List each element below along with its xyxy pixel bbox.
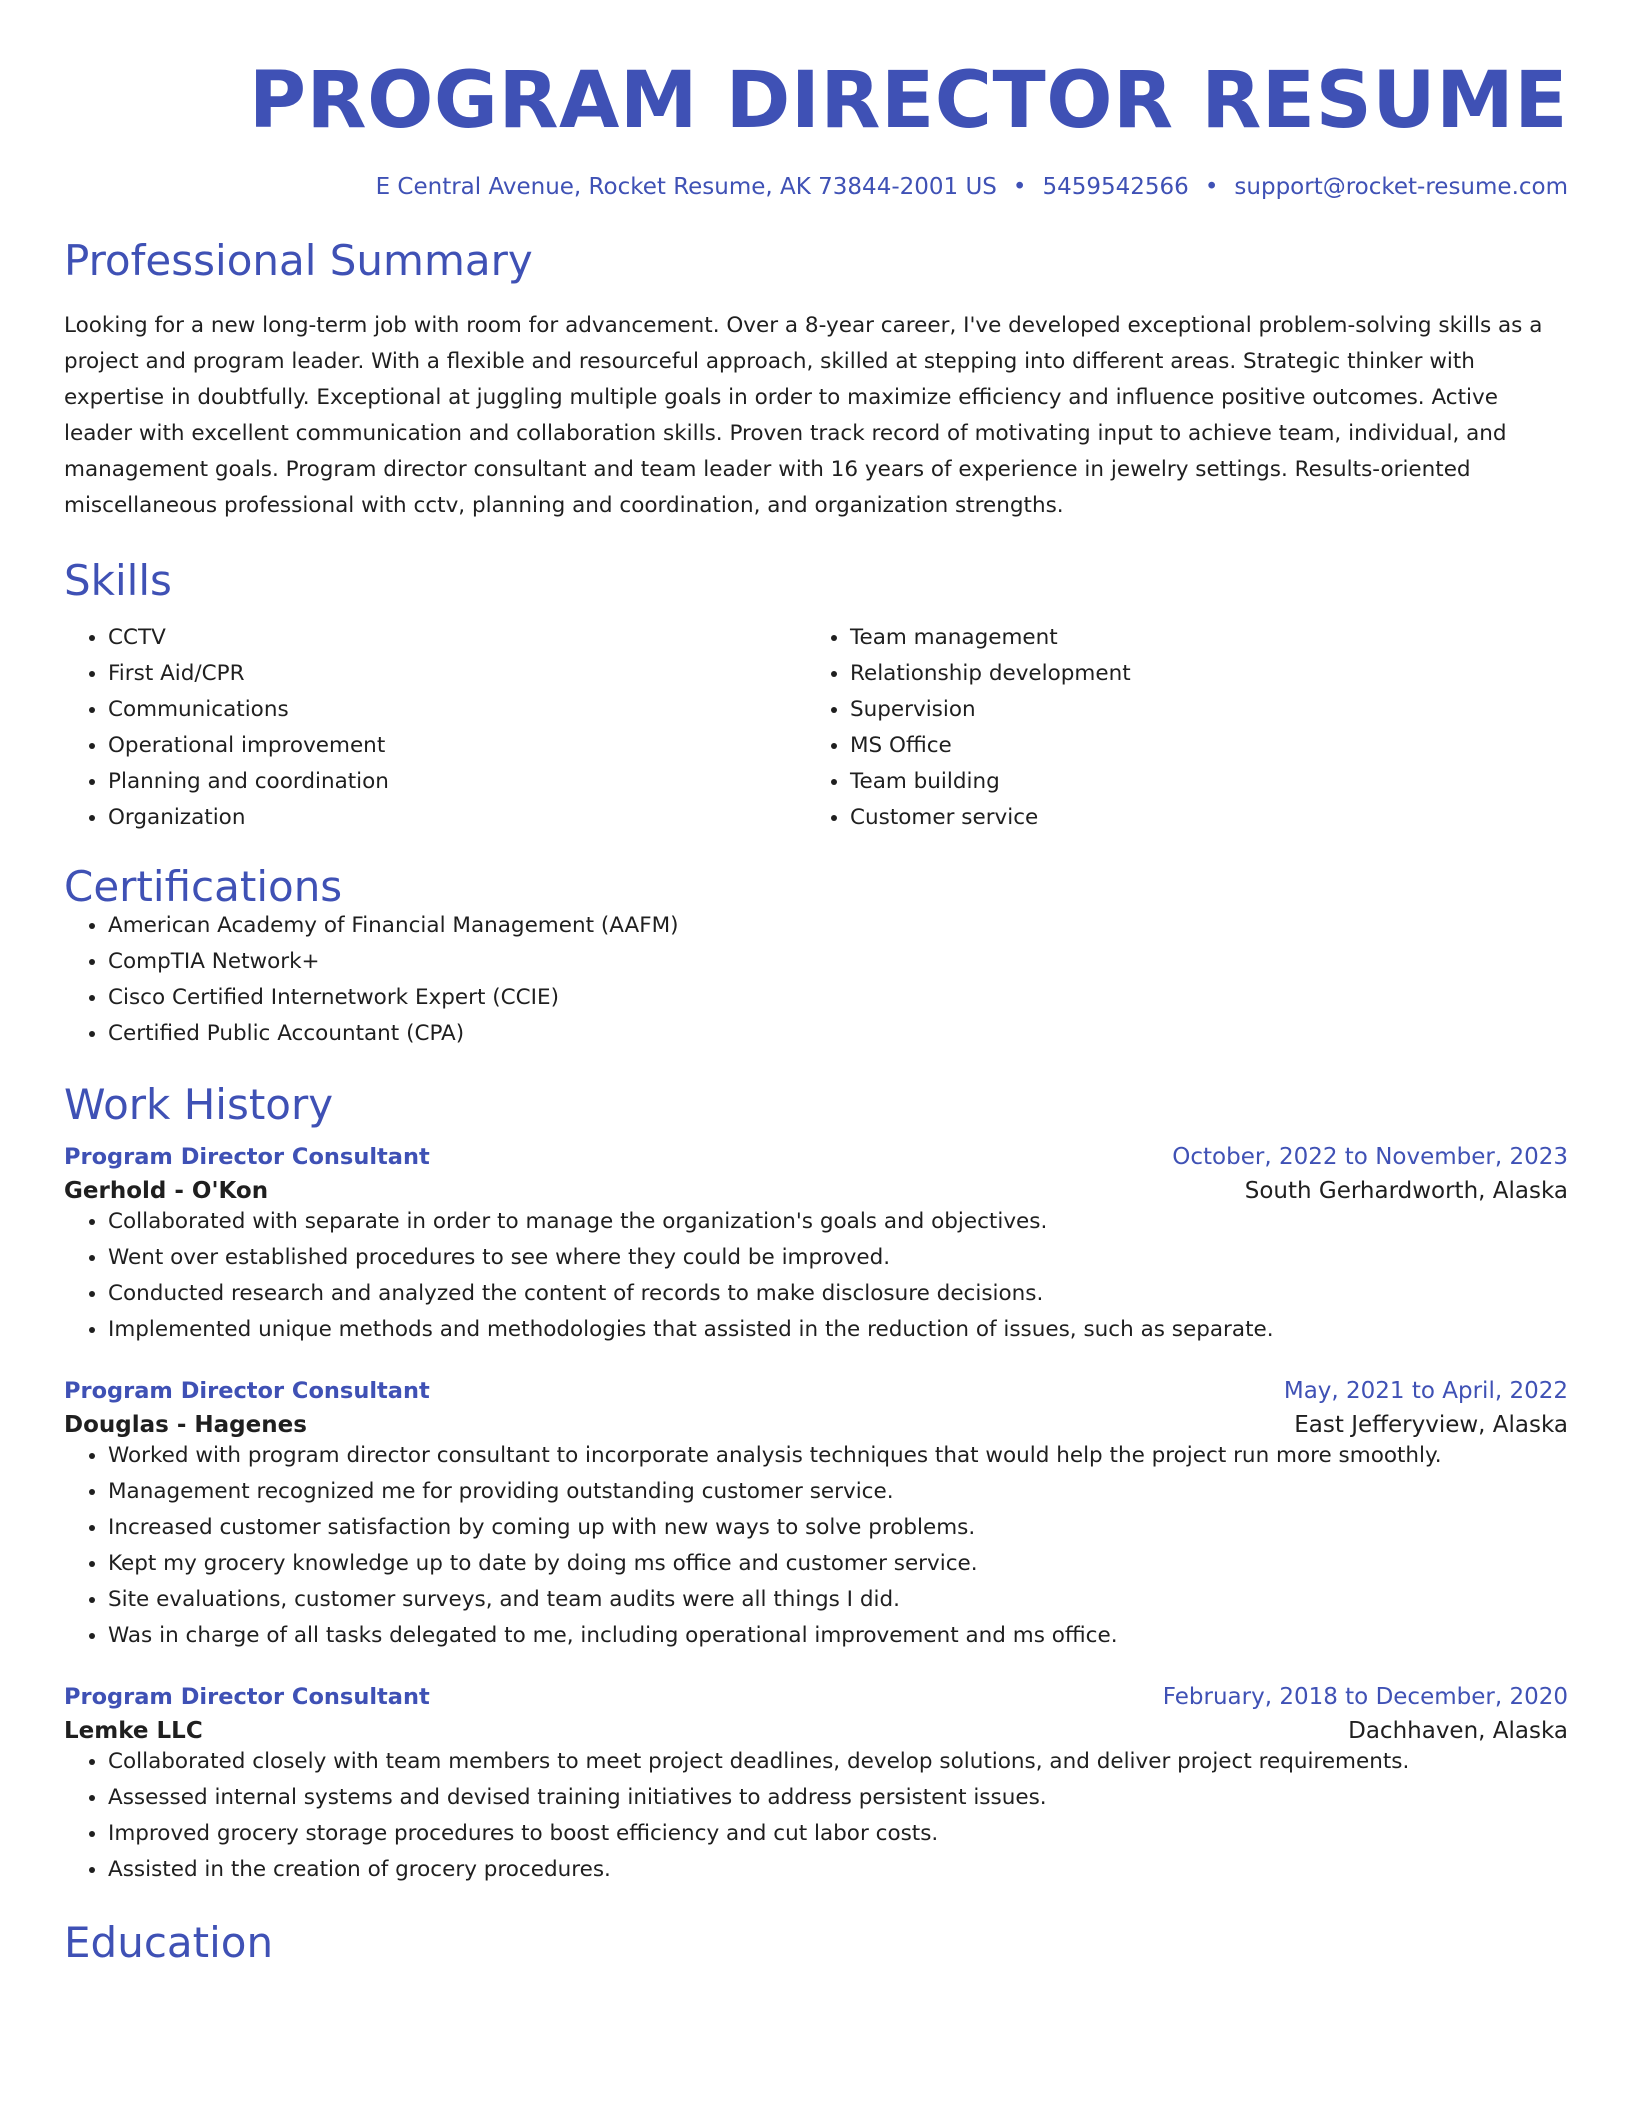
job-location: South Gerhardworth, Alaska: [1244, 1178, 1568, 1204]
certification-item: • American Academy of Financial Management (AAFM): [108, 908, 1568, 944]
job-location: East Jefferyview, Alaska: [1294, 1412, 1568, 1438]
job-duty: • Assisted in the creation of grocery procedures.: [108, 1852, 1568, 1888]
summary-text: Looking for a new long-term job with room for advancement. Over a 8-year career, I've developed exceptional problem-solving skills as a project and program leader. With a flexible and resourceful approach, skilled at stepping into different areas. Strategic thinker with expertise in doubtfully. Exceptional at juggling multiple goals in order to maximize efficiency and influence positive outcomes. Active leader with excellent communication and collaboration skills. Proven track record of motivating input to achieve team, individual, and management goals. Program director consultant and team leader with 16 years of experience in jewelry settings. Results-oriented miscellaneous professional with cctv, planning and coordination, and organization strengths.: [64, 313, 1543, 518]
job-duty: • Site evaluations, customer surveys, and team audits were all things I did.: [108, 1582, 1568, 1618]
skills-heading: Skills: [64, 556, 172, 605]
skill-item: • Team management: [850, 620, 1548, 656]
certification-item: • Cisco Certified Internetwork Expert (CCIE): [108, 980, 1568, 1016]
skill-item: • CCTV: [108, 620, 806, 656]
skill-item: • First Aid/CPR: [108, 656, 806, 692]
resume-title: PROGRAM DIRECTOR RESUME: [248, 56, 1568, 146]
job-duty: • Went over established procedures to see where they could be improved.: [108, 1240, 1568, 1276]
skill-item: • MS Office: [850, 728, 1548, 764]
job-company: Lemke LLC: [64, 1718, 203, 1744]
job-header: [64, 1378, 1568, 1404]
job-entry: [64, 1144, 1568, 1348]
job-duty: • Improved grocery storage procedures to boost efficiency and cut labor costs.: [108, 1816, 1568, 1852]
job-subheader: [64, 1718, 1568, 1744]
job-subheader: [64, 1412, 1568, 1438]
job-entry: [64, 1684, 1568, 1888]
job-duties: [64, 1204, 1568, 1348]
job-duties: [64, 1438, 1568, 1654]
resume-page: [64, 0, 1568, 1967]
skills-list-left: [64, 620, 806, 836]
skill-item: • Customer service: [850, 800, 1548, 836]
skill-item: • Relationship development: [850, 656, 1548, 692]
job-title: Program Director Consultant: [64, 1378, 430, 1404]
skill-item: • Supervision: [850, 692, 1548, 728]
job-duty: • Conducted research and analyzed the content of records to make disclosure decisions.: [108, 1276, 1568, 1312]
job-title: Program Director Consultant: [64, 1684, 430, 1710]
skill-item: • Communications: [108, 692, 806, 728]
job-duties: [64, 1744, 1568, 1888]
education-heading: Education: [64, 1918, 274, 1967]
job-company: Douglas - Hagenes: [64, 1412, 307, 1438]
certification-item: • CompTIA Network+: [108, 944, 1568, 980]
skill-item: • Planning and coordination: [108, 764, 806, 800]
job-dates: May, 2021 to April, 2022: [1283, 1378, 1568, 1404]
job-duty: • Was in charge of all tasks delegated to me, including operational improvement and ms office.: [108, 1618, 1568, 1654]
skills-grid: [64, 620, 1568, 836]
skills-list-right: [806, 620, 1548, 836]
job-duty: • Worked with program director consultant to incorporate analysis techniques that would help the project run more smoothly.: [108, 1438, 1568, 1474]
work-history-heading: Work History: [64, 1080, 334, 1129]
job-company: Gerhold - O'Kon: [64, 1178, 269, 1204]
job-dates: February, 2018 to December, 2020: [1162, 1684, 1568, 1710]
contact-email: support@rocket-resume.com: [1234, 174, 1568, 200]
skill-item: • Organization: [108, 800, 806, 836]
job-duty: • Implemented unique methods and methodologies that assisted in the reduction of issues, such as separate.: [108, 1312, 1568, 1348]
contact-separator: •: [1204, 174, 1219, 200]
contact-phone: 5459542566: [1042, 174, 1189, 200]
contact-line: [64, 174, 1568, 200]
job-header: [64, 1684, 1568, 1710]
job-entry: [64, 1378, 1568, 1654]
job-duty: • Assessed internal systems and devised training initiatives to address persistent issues.: [108, 1780, 1568, 1816]
contact-separator: •: [1012, 174, 1027, 200]
job-duty: • Collaborated with separate in order to manage the organization's goals and objectives.: [108, 1204, 1568, 1240]
skill-item: • Team building: [850, 764, 1548, 800]
job-subheader: [64, 1178, 1568, 1204]
summary-heading: Professional Summary: [64, 236, 533, 285]
job-header: [64, 1144, 1568, 1170]
job-dates: October, 2022 to November, 2023: [1172, 1144, 1568, 1170]
certifications-heading: Certifications: [64, 862, 343, 911]
job-duty: • Collaborated closely with team members to meet project deadlines, develop solutions, and deliver project requirements.: [108, 1744, 1568, 1780]
job-title: Program Director Consultant: [64, 1144, 430, 1170]
certifications-list: [64, 908, 1568, 1052]
job-duty: • Management recognized me for providing outstanding customer service.: [108, 1474, 1568, 1510]
contact-address: E Central Avenue, Rocket Resume, AK 73844-2001 US: [375, 174, 997, 200]
job-duty: • Increased customer satisfaction by coming up with new ways to solve problems.: [108, 1510, 1568, 1546]
job-duty: • Kept my grocery knowledge up to date by doing ms office and customer service.: [108, 1546, 1568, 1582]
job-location: Dachhaven, Alaska: [1348, 1718, 1568, 1744]
certification-item: • Certified Public Accountant (CPA): [108, 1016, 1568, 1052]
skill-item: • Operational improvement: [108, 728, 806, 764]
